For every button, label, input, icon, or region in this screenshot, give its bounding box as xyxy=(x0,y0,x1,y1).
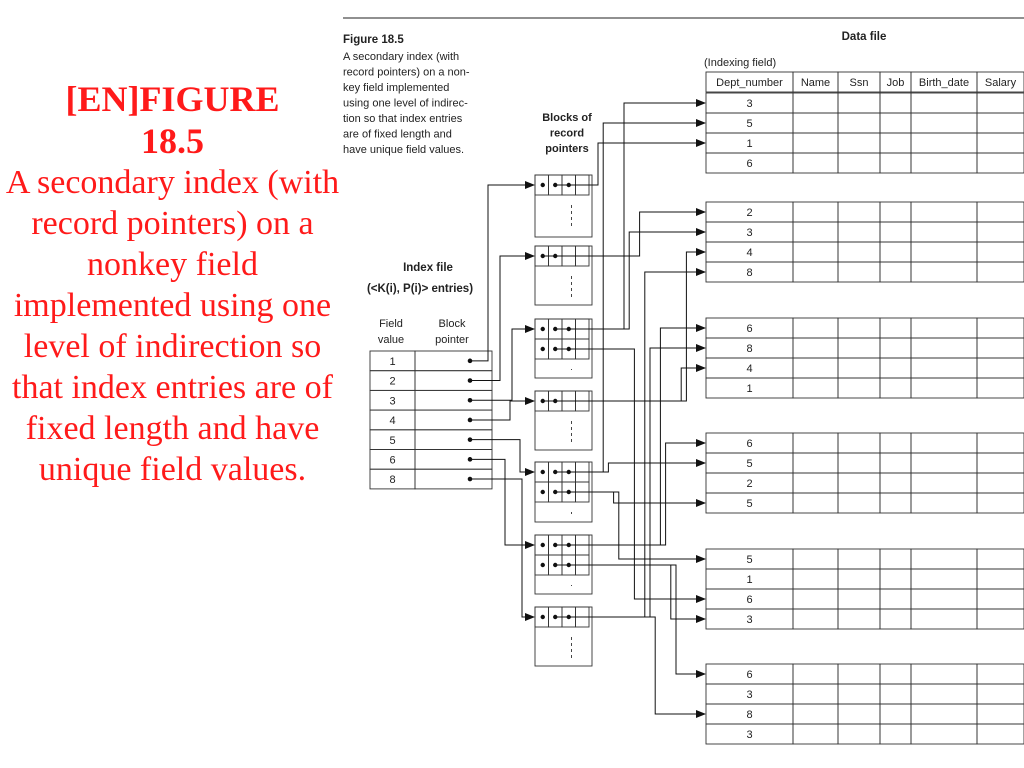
data-cell xyxy=(880,222,911,242)
index-file-header xyxy=(378,318,469,346)
data-cell xyxy=(977,153,1024,173)
data-cell xyxy=(977,549,1024,569)
pointer-arrow xyxy=(555,565,705,619)
dept-number-value: 6 xyxy=(746,438,753,450)
data-file-title: Data file xyxy=(841,31,887,43)
data-cell xyxy=(977,358,1024,378)
data-cell xyxy=(977,262,1024,282)
data-cell xyxy=(977,202,1024,222)
dept-number-value: 6 xyxy=(746,594,753,606)
data-cell xyxy=(880,569,911,589)
caption-line: record pointers) on a non- xyxy=(343,66,470,79)
data-cell xyxy=(838,704,880,724)
data-cell xyxy=(880,378,911,398)
index-field-value: 1 xyxy=(389,356,396,368)
pointer-block xyxy=(535,175,592,237)
indexing-field-note: (Indexing field) xyxy=(704,57,777,69)
data-record xyxy=(706,433,1024,453)
blocks-title-line: Blocks of xyxy=(542,112,592,124)
index-field-value: 8 xyxy=(389,474,396,487)
data-cell xyxy=(880,338,911,358)
data-cell xyxy=(838,222,880,242)
data-record xyxy=(706,493,1024,513)
dept-number-value: 3 xyxy=(746,689,753,701)
data-record xyxy=(706,453,1024,473)
data-cell xyxy=(880,684,911,704)
data-cell xyxy=(838,318,880,338)
data-record xyxy=(706,262,1024,282)
index-file-subtitle: (<K(i), P(i)> entries) xyxy=(366,283,474,295)
slide-title-line2: 18.5 xyxy=(141,121,204,161)
data-record xyxy=(706,242,1024,262)
data-cell xyxy=(838,589,880,609)
data-cell xyxy=(880,358,911,378)
data-cell xyxy=(838,202,880,222)
data-block xyxy=(706,549,1024,629)
data-column-header: Dept_number xyxy=(716,77,783,89)
data-cell xyxy=(793,222,838,242)
data-cell xyxy=(793,318,838,338)
pointer-arrow xyxy=(470,479,534,617)
data-record xyxy=(706,724,1024,744)
data-cell xyxy=(977,242,1024,262)
data-file-table xyxy=(706,72,1024,744)
dept-number-value: 5 xyxy=(746,498,753,510)
data-cell xyxy=(793,262,838,282)
pointer-block xyxy=(535,607,592,666)
data-cell xyxy=(793,684,838,704)
data-cell xyxy=(880,549,911,569)
data-cell xyxy=(838,724,880,744)
pointer-arrow xyxy=(555,252,705,401)
data-record xyxy=(706,378,1024,398)
index-col-field-header: Field xyxy=(379,318,403,330)
data-cell xyxy=(911,569,977,589)
pointer-arrow xyxy=(470,329,534,400)
index-field-value: 4 xyxy=(389,415,396,428)
data-column-header: Salary xyxy=(984,77,1017,89)
data-cell xyxy=(793,133,838,153)
data-block xyxy=(706,433,1024,513)
data-cell xyxy=(977,609,1024,629)
index-col-field-header: value xyxy=(377,334,405,346)
dept-number-value: 4 xyxy=(746,247,753,259)
dept-number-value: 3 xyxy=(746,227,753,239)
data-cell xyxy=(793,704,838,724)
pointer-dot xyxy=(541,615,545,619)
data-cell xyxy=(838,664,880,684)
pointer-arrow xyxy=(470,185,534,361)
data-record xyxy=(706,113,1024,133)
data-cell xyxy=(793,664,838,684)
data-cell xyxy=(977,133,1024,153)
data-cell xyxy=(793,493,838,513)
data-record xyxy=(706,704,1024,724)
dept-number-value: 3 xyxy=(746,98,753,110)
data-cell xyxy=(977,684,1024,704)
pointer-arrow xyxy=(555,492,705,503)
dept-number-value: 8 xyxy=(746,343,753,355)
index-field-value: 6 xyxy=(389,454,396,467)
data-cell xyxy=(911,133,977,153)
caption-line: have unique field values. xyxy=(343,144,465,156)
index-field-value: 3 xyxy=(389,395,396,408)
data-cell xyxy=(838,358,880,378)
data-cell xyxy=(911,684,977,704)
data-cell xyxy=(977,569,1024,589)
data-cell xyxy=(838,113,880,133)
data-cell xyxy=(977,493,1024,513)
data-block xyxy=(706,93,1024,173)
data-column-header: Birth_date xyxy=(918,77,970,89)
pointer-arrow xyxy=(470,256,534,381)
data-cell xyxy=(793,724,838,744)
caption-line: using one level of indirec- xyxy=(343,97,468,110)
data-record xyxy=(706,684,1024,704)
dept-number-value: 8 xyxy=(746,267,753,279)
blocks-of-record-pointers-title xyxy=(542,112,592,155)
data-record xyxy=(706,549,1024,569)
data-cell xyxy=(911,358,977,378)
data-cell xyxy=(793,609,838,629)
data-cell xyxy=(793,453,838,473)
data-cell xyxy=(911,113,977,133)
data-column-header: Job xyxy=(886,77,905,89)
data-cell xyxy=(977,378,1024,398)
data-record xyxy=(706,609,1024,629)
data-record xyxy=(706,202,1024,222)
dept-number-value: 6 xyxy=(746,669,753,681)
data-cell xyxy=(977,724,1024,744)
data-cell xyxy=(838,433,880,453)
data-cell xyxy=(838,609,880,629)
data-cell xyxy=(977,338,1024,358)
figure-caption xyxy=(343,51,470,156)
dept-number-value: 1 xyxy=(746,383,753,395)
data-cell xyxy=(911,664,977,684)
pointer-dot xyxy=(541,490,545,494)
data-cell xyxy=(880,704,911,724)
data-cell xyxy=(911,589,977,609)
data-record xyxy=(706,153,1024,173)
index-field-value: 2 xyxy=(389,375,396,388)
data-cell xyxy=(838,684,880,704)
pointer-dot xyxy=(541,327,545,331)
data-block xyxy=(706,318,1024,398)
data-cell xyxy=(911,318,977,338)
data-cell xyxy=(911,338,977,358)
data-cell xyxy=(838,262,880,282)
data-cell xyxy=(838,549,880,569)
data-block xyxy=(706,202,1024,282)
data-cell xyxy=(911,93,977,113)
data-cell xyxy=(911,262,977,282)
data-cell xyxy=(911,724,977,744)
figure-label: Figure 18.5 xyxy=(343,34,404,46)
data-cell xyxy=(838,133,880,153)
index-col-block-header: Block xyxy=(438,318,466,330)
data-cell xyxy=(880,242,911,262)
pointer-dot xyxy=(541,563,545,567)
caption-line: are of fixed length and xyxy=(343,128,452,141)
data-cell xyxy=(880,433,911,453)
data-cell xyxy=(880,113,911,133)
data-cell xyxy=(911,453,977,473)
data-cell xyxy=(977,113,1024,133)
data-record xyxy=(706,358,1024,378)
data-cell xyxy=(793,338,838,358)
data-cell xyxy=(911,704,977,724)
data-cell xyxy=(793,378,838,398)
dept-number-value: 8 xyxy=(746,709,753,721)
slide-title-body: A secondary index (with record pointers) on a nonkey field implemented using one level of indirection so that index entries are of fixed length and have unique field values. xyxy=(5,164,340,488)
pointer-arrow xyxy=(543,368,705,401)
dept-number-value: 2 xyxy=(746,478,753,490)
data-cell xyxy=(793,473,838,493)
data-cell xyxy=(911,242,977,262)
pointer-block xyxy=(535,391,592,450)
data-record xyxy=(706,93,1024,113)
slide-title-line1: [EN]FIGURE xyxy=(65,79,280,119)
data-cell xyxy=(880,202,911,222)
dept-number-value: 4 xyxy=(746,363,753,375)
index-file-title: Index file xyxy=(403,262,453,274)
data-cell xyxy=(977,664,1024,684)
data-cell xyxy=(880,609,911,629)
data-cell xyxy=(838,473,880,493)
data-cell xyxy=(793,153,838,173)
data-cell xyxy=(911,222,977,242)
data-cell xyxy=(880,133,911,153)
data-cell xyxy=(911,153,977,173)
data-cell xyxy=(977,473,1024,493)
data-cell xyxy=(838,153,880,173)
data-cell xyxy=(911,609,977,629)
dept-number-value: 1 xyxy=(746,574,753,586)
data-cell xyxy=(838,493,880,513)
data-cell xyxy=(880,664,911,684)
pointer-dot xyxy=(541,543,545,547)
data-cell xyxy=(977,222,1024,242)
data-cell xyxy=(977,318,1024,338)
dept-number-value: 5 xyxy=(746,118,753,130)
pointer-dot xyxy=(541,183,545,187)
data-column-header: Ssn xyxy=(849,77,869,89)
data-cell xyxy=(838,242,880,262)
pointer-arrow xyxy=(470,440,534,472)
data-cell xyxy=(793,202,838,222)
data-cell xyxy=(793,358,838,378)
data-cell xyxy=(911,493,977,513)
record-pointer-blocks xyxy=(535,175,592,666)
data-cell xyxy=(793,569,838,589)
data-cell xyxy=(880,262,911,282)
caption-line: tion so that index entries xyxy=(343,113,463,125)
data-cell xyxy=(793,549,838,569)
data-cell xyxy=(793,433,838,453)
data-cell xyxy=(838,569,880,589)
data-cell xyxy=(880,453,911,473)
blocks-title-line: pointers xyxy=(545,143,589,155)
data-cell xyxy=(880,724,911,744)
data-cell xyxy=(838,93,880,113)
data-cell xyxy=(911,473,977,493)
pointer-dot xyxy=(541,347,545,351)
index-field-value: 5 xyxy=(389,434,396,447)
data-cell xyxy=(880,153,911,173)
pointer-arrow xyxy=(555,328,705,545)
data-cell xyxy=(880,589,911,609)
data-cell xyxy=(793,589,838,609)
data-cell xyxy=(911,378,977,398)
blocks-title-line: record xyxy=(549,127,585,140)
caption-line: A secondary index (with xyxy=(343,51,460,63)
data-cell xyxy=(793,242,838,262)
data-record xyxy=(706,133,1024,153)
data-cell xyxy=(793,113,838,133)
pointer-block xyxy=(535,246,592,305)
dept-number-value: 6 xyxy=(746,158,753,170)
data-cell xyxy=(977,589,1024,609)
data-record xyxy=(706,589,1024,609)
data-cell xyxy=(880,473,911,493)
pointer-arrow xyxy=(555,349,705,599)
data-cell xyxy=(977,93,1024,113)
dept-number-value: 5 xyxy=(746,458,753,470)
data-record xyxy=(706,318,1024,338)
data-cell xyxy=(838,453,880,473)
data-cell xyxy=(838,338,880,358)
dept-number-value: 1 xyxy=(746,138,753,150)
data-record xyxy=(706,569,1024,589)
data-cell xyxy=(838,378,880,398)
data-record xyxy=(706,473,1024,493)
data-cell xyxy=(793,93,838,113)
data-cell xyxy=(977,433,1024,453)
pointer-arrow xyxy=(555,617,705,714)
dept-number-value: 3 xyxy=(746,729,753,741)
dept-number-value: 2 xyxy=(746,207,753,219)
data-cell xyxy=(880,318,911,338)
data-cell xyxy=(880,493,911,513)
data-record xyxy=(706,338,1024,358)
dept-number-value: 6 xyxy=(746,323,753,335)
data-record xyxy=(706,222,1024,242)
data-cell xyxy=(911,202,977,222)
data-cell xyxy=(911,433,977,453)
data-cell xyxy=(977,704,1024,724)
data-cell xyxy=(880,93,911,113)
data-file-header-row xyxy=(706,72,1024,92)
data-column-header: Name xyxy=(800,77,831,89)
dept-number-value: 3 xyxy=(746,614,753,626)
index-col-block-header: pointer xyxy=(435,334,469,346)
pointer-dot xyxy=(541,470,545,474)
data-cell xyxy=(911,549,977,569)
dept-number-value: 5 xyxy=(746,554,753,566)
data-record xyxy=(706,664,1024,684)
data-block xyxy=(706,664,1024,744)
data-cell xyxy=(977,453,1024,473)
caption-line: key field implemented xyxy=(343,82,450,94)
